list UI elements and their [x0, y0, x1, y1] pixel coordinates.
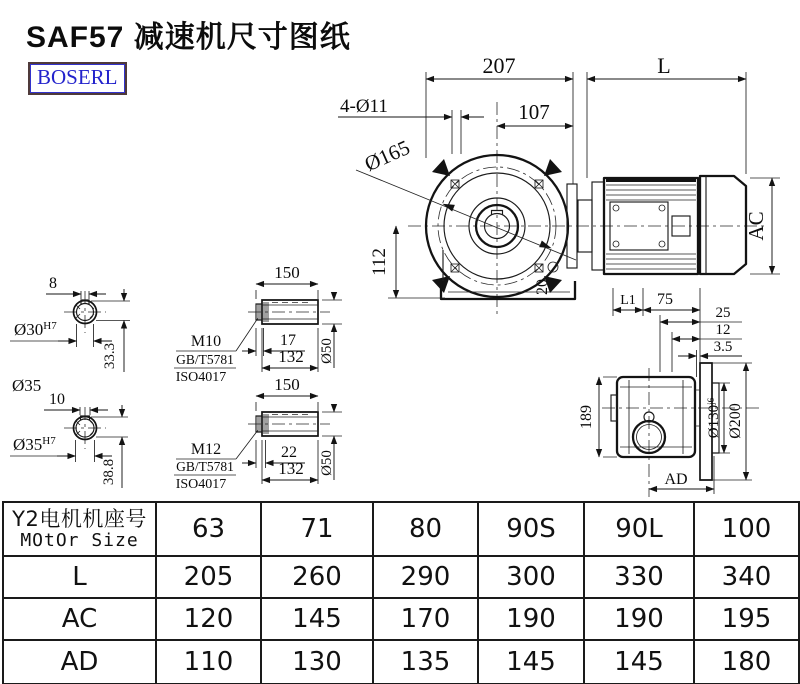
cell: 170 [373, 598, 478, 640]
size-col: 90L [584, 502, 694, 556]
cell: 145 [478, 640, 584, 684]
dim-key-width-a: 8 [49, 275, 57, 292]
cell: 300 [478, 556, 584, 598]
label-outer-dia: Ø35 [12, 376, 42, 395]
table-row-L [3, 556, 799, 598]
label-standard-2: GB/T5781 [176, 459, 234, 474]
table-row-AC [3, 598, 799, 640]
brand-logo: BOSERL [28, 62, 127, 95]
label-thread-2: M12 [190, 441, 222, 458]
dim-key-width-b: 10 [49, 391, 65, 408]
dim-dia-1: Ø50 [319, 338, 335, 364]
size-col: 63 [156, 502, 261, 556]
cell: 195 [694, 598, 799, 640]
shaft-extension-1 [174, 263, 342, 385]
cell: 190 [584, 598, 694, 640]
dim-depth-b: 38.8 [101, 458, 117, 486]
cell: 290 [373, 556, 478, 598]
bore-section-a [10, 275, 130, 395]
dim-usable-2: 132 [278, 459, 304, 478]
motor [592, 176, 746, 274]
side-view [578, 288, 760, 497]
dim-thread-len-2: 22 [281, 444, 297, 461]
label-bore-a: $Ø30^{H7}$ [14, 320, 57, 339]
label-standard2-1: ISO4017 [175, 370, 227, 385]
dim-L1: L1 [620, 293, 636, 308]
dim-flange-dia: Ø200 [727, 403, 744, 439]
cell: 110 [156, 640, 261, 684]
dim-spigot: $Ø130^{j6}$ [706, 397, 722, 439]
size-col: 71 [261, 502, 373, 556]
page-title: SAF57 减速机尺寸图纸 [26, 21, 351, 54]
dim-usable-1: 132 [278, 347, 304, 366]
dim-189: 189 [578, 405, 595, 429]
header-cn: Y2电机机座号 [12, 506, 147, 531]
front-view [408, 102, 768, 316]
dim-AC: AC [744, 211, 768, 241]
dim-length-1: 150 [274, 263, 300, 282]
motor-size-header [3, 502, 156, 556]
cell: 205 [156, 556, 261, 598]
label-bolt-holes: 4-Ø11 [340, 96, 388, 117]
dim-L: L [657, 53, 671, 78]
cooling-fins [606, 185, 696, 269]
dim-depth-a: 33.3 [102, 342, 118, 370]
table-row-header [3, 502, 799, 556]
shaft-extension-2 [174, 375, 342, 492]
size-col: 80 [373, 502, 478, 556]
cell: 180 [694, 640, 799, 684]
bore-section-b [10, 391, 128, 488]
label-standard2-2: ISO4017 [175, 477, 227, 492]
label-flange-dia: Ø165 [360, 135, 414, 177]
cell: 145 [584, 640, 694, 684]
dim-thread-len-1: 17 [280, 332, 296, 349]
label-thread-1: M10 [190, 333, 222, 350]
label-bore-b: $Ø35^{H7}$ [13, 435, 56, 454]
dim-dia-2: Ø50 [319, 450, 335, 476]
dim-207: 207 [482, 53, 516, 78]
dim-20: 20 [534, 279, 551, 295]
table-row-AD [3, 640, 799, 684]
cell: 190 [478, 598, 584, 640]
cell: 330 [584, 556, 694, 598]
dim-3-5: 3.5 [713, 339, 733, 355]
row-label: AC [3, 598, 156, 640]
cell: 260 [261, 556, 373, 598]
dim-length-2: 150 [274, 375, 300, 394]
cell: 340 [694, 556, 799, 598]
dim-12: 12 [715, 322, 731, 338]
cell: 145 [261, 598, 373, 640]
row-label: AD [3, 640, 156, 684]
cell: 120 [156, 598, 261, 640]
dimension-table [2, 501, 800, 684]
dim-107: 107 [518, 100, 550, 124]
cell: 130 [261, 640, 373, 684]
dim-75: 75 [657, 291, 673, 308]
dim-25: 25 [715, 305, 731, 321]
size-col: 90S [478, 502, 584, 556]
dim-AD: AD [664, 471, 688, 488]
fan-cover [700, 176, 746, 274]
header-en: MOtOr Size [20, 529, 139, 551]
dim-112: 112 [369, 248, 390, 276]
size-col: 100 [694, 502, 799, 556]
row-label: L [3, 556, 156, 598]
label-standard-1: GB/T5781 [176, 352, 234, 367]
cell: 135 [373, 640, 478, 684]
